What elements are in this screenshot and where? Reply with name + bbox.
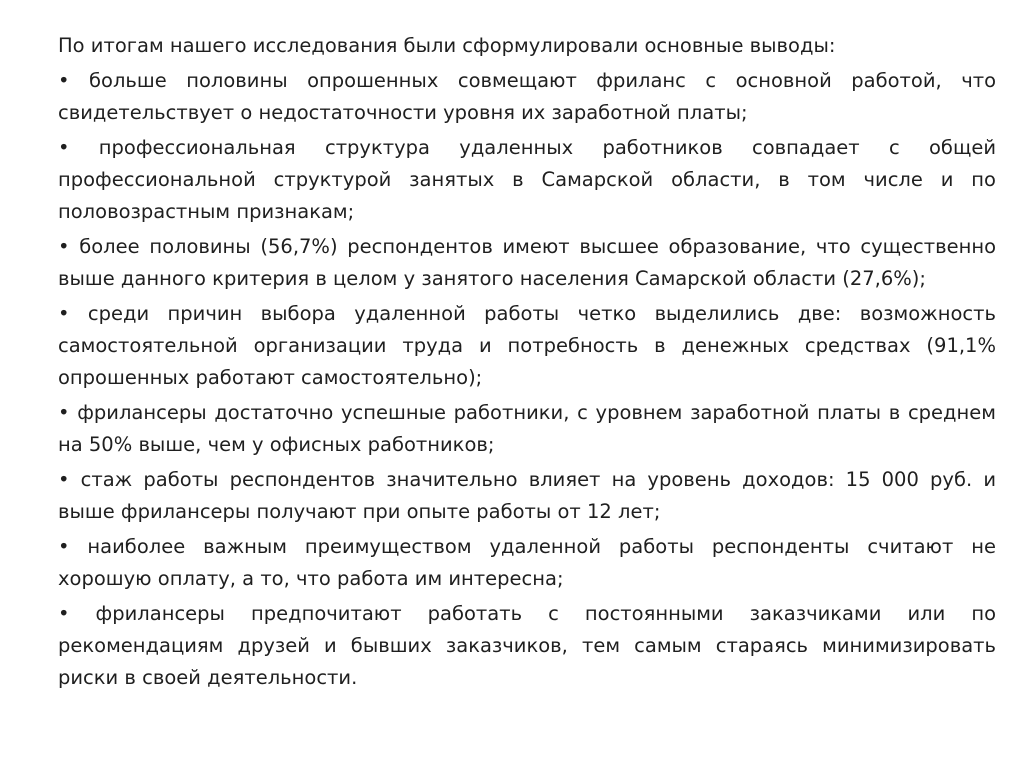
conclusion-item-2: • профессиональная структура удаленных работников совпадает с общей профессиональной структурой занятых в Самарской области, в том числе и по половозрастным признакам; <box>58 136 996 223</box>
conclusion-item-8: • фрилансеры предпочитают работать с постоянными заказчиками или по рекомендациям друзей и бывших заказчиков, тем самым стараясь минимизировать риски в своей деятельности. <box>58 602 996 689</box>
slide-body <box>58 30 996 697</box>
conclusion-item-1: • больше половины опрошенных совмещают фриланс с основной работой, что свидетельствует о недостаточности уровня их заработной платы; <box>58 69 996 124</box>
intro-text: По итогам нашего исследования были сформулировали основные выводы: <box>58 34 836 57</box>
conclusion-item-4: • среди причин выбора удаленной работы четко выделились две: возможность самостоятельной организации труда и потребность в денежных средствах (91,1% опрошенных работают самостоятельно); <box>58 302 996 389</box>
conclusion-item-7: • наиболее важным преимуществом удаленной работы респонденты считают не хорошую оплату, а то, что работа им интересна; <box>58 535 996 590</box>
conclusion-item-5: • фрилансеры достаточно успешные работники, с уровнем заработной платы в среднем на 50% выше, чем у офисных работников; <box>58 401 996 456</box>
conclusion-item-3: • более половины (56,7%) респондентов имеют высшее образование, что существенно выше данного критерия в целом у занятого населения Самарской области (27,6%); <box>58 235 996 290</box>
conclusion-item-6: • стаж работы респондентов значительно влияет на уровень доходов: 15 000 руб. и выше фрилансеры получают при опыте работы от 12 лет; <box>58 468 996 523</box>
